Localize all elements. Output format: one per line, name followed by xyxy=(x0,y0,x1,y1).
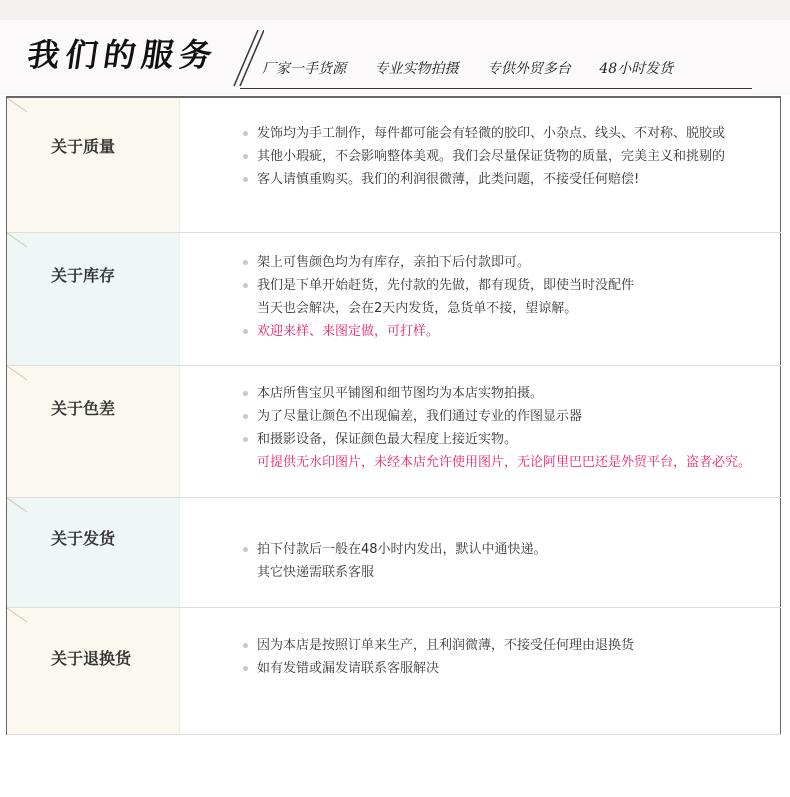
content-line xyxy=(243,320,634,343)
content-line xyxy=(243,428,751,451)
row-label: 关于发货 xyxy=(51,529,116,548)
row-content xyxy=(243,122,725,191)
bullet-dot-icon xyxy=(243,643,248,648)
bullet-dot-icon xyxy=(243,329,248,334)
bullet-dot-icon xyxy=(243,666,248,671)
content-text: 拍下付款后一般在48小时内发出，默认中通快递。 xyxy=(257,542,547,557)
bullet-dot-icon xyxy=(243,154,248,159)
content-line xyxy=(243,168,725,191)
bullet-dot-icon xyxy=(243,414,248,419)
tag-photo: 专业实物拍摄 xyxy=(374,61,459,77)
content-line xyxy=(243,122,725,145)
bullet-dot-icon xyxy=(243,547,248,552)
content-line xyxy=(243,451,751,474)
content-text: 本店所售宝贝平铺图和细节图均为本店实物拍摄。 xyxy=(257,386,544,401)
content-text: 因为本店是按照订单来生产，且利润微薄，不接受任何理由退换货 xyxy=(257,638,635,653)
bullet-dot-icon xyxy=(243,177,248,182)
row-label: 关于色差 xyxy=(51,399,116,418)
service-row-color xyxy=(7,366,781,498)
label-cell xyxy=(7,608,180,734)
bullet-dot-icon xyxy=(243,391,248,396)
corner-decoration-icon xyxy=(7,366,29,382)
row-label: 关于退换货 xyxy=(51,649,132,668)
content-text: 架上可售颜色均为有库存，亲拍下后付款即可。 xyxy=(257,255,531,270)
content-line xyxy=(243,145,725,168)
content-text: 为了尽量让颜色不出现偏差，我们通过专业的作图显示器 xyxy=(257,409,583,424)
content-text: 其它快递需联系客服 xyxy=(257,565,375,580)
service-tags xyxy=(262,58,697,78)
row-content xyxy=(243,251,634,343)
content-line xyxy=(243,538,547,561)
service-row-shipping xyxy=(7,498,781,608)
content-text: 客人请慎重购买。我们的利润很微薄，此类问题，不接受任何赔偿! xyxy=(257,172,640,187)
row-label: 关于质量 xyxy=(51,137,116,156)
label-cell xyxy=(7,98,180,232)
content-text: 欢迎来样、来图定做，可打样。 xyxy=(257,324,440,339)
service-row-returns xyxy=(7,608,781,735)
bullet-dot-icon xyxy=(243,260,248,265)
service-row-stock xyxy=(7,233,781,366)
content-line xyxy=(243,251,634,274)
content-line xyxy=(243,297,634,320)
row-content xyxy=(243,382,751,474)
bullet-dot-icon xyxy=(243,437,248,442)
tag-source: 厂家一手货源 xyxy=(262,61,346,77)
content-line xyxy=(243,657,634,680)
row-content xyxy=(243,538,547,584)
slash-divider-icon xyxy=(228,28,264,88)
corner-decoration-icon xyxy=(7,498,29,514)
content-text: 其他小瑕疵，不会影响整体美观。我们会尽量保证货物的质量，完美主义和挑剔的 xyxy=(257,149,726,164)
bullet-dot-icon xyxy=(243,131,248,136)
row-content xyxy=(243,634,634,680)
tag-export: 专供外贸多台 xyxy=(486,61,571,77)
corner-decoration-icon xyxy=(7,233,29,249)
corner-decoration-icon xyxy=(7,608,29,624)
content-text: 如有发错或漏发请联系客服解决 xyxy=(257,661,440,676)
page-title: 我们的服务 xyxy=(25,36,221,74)
content-line xyxy=(243,634,634,657)
service-table xyxy=(6,96,781,735)
bullet-dot-icon xyxy=(243,283,248,288)
corner-decoration-icon xyxy=(7,98,29,114)
content-line xyxy=(243,274,634,297)
label-cell xyxy=(7,498,180,607)
content-text: 可提供无水印图片，未经本店允许使用图片，无论阿里巴巴还是外贸平台，盗者必究。 xyxy=(257,455,752,470)
content-text: 当天也会解决，会在2天内发货，急货单不接，望谅解。 xyxy=(257,301,578,316)
content-text: 发饰均为手工制作，每件都可能会有轻微的胶印、小杂点、线头、不对称、脱胶或 xyxy=(257,126,726,141)
label-cell xyxy=(7,233,180,365)
tag-shipping: 48小时发货 xyxy=(599,61,674,77)
top-band xyxy=(0,0,790,20)
label-cell xyxy=(7,366,180,497)
content-text: 和摄影设备，保证颜色最大程度上接近实物。 xyxy=(257,432,518,447)
content-line xyxy=(243,561,547,584)
row-label: 关于库存 xyxy=(51,266,116,285)
content-line xyxy=(243,405,751,428)
content-line xyxy=(243,382,751,405)
content-text: 我们是下单开始赶货，先付款的先做，都有现货，即使当时没配件 xyxy=(257,278,635,293)
service-row-quality xyxy=(7,96,781,233)
header-underline xyxy=(240,88,752,89)
